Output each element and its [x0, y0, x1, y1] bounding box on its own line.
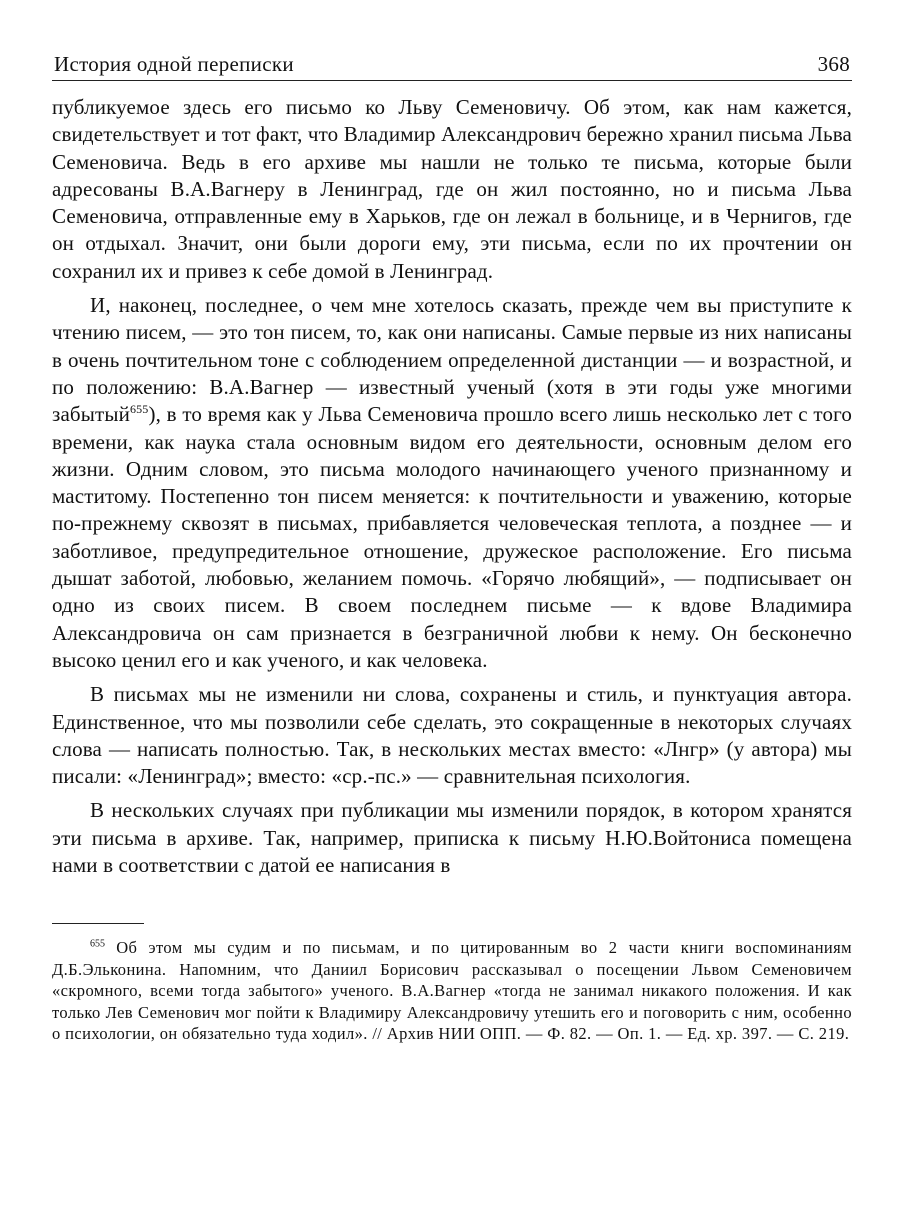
paragraph-4: В нескольких случаях при публикации мы изменили порядок, в котором хранятся эти письма в архиве. Так, например, приписка к письму Н.Ю.Войтониса помещена нами в соответствии с датой ее написания в [52, 798, 852, 878]
running-header [52, 50, 852, 81]
footnote-reference[interactable]: 655 [130, 402, 149, 417]
paragraph-1: публикуемое здесь его письмо ко Льву Семеновичу. Об этом, как нам кажется, свидетельствует и тот факт, что Владимир Александрович бережно хранил письма Льва Семеновича. Ведь в его архиве мы нашли не только те письма, которые были адресованы В.А.Вагнеру в Ленинград, где он жил постоянно, но и письма Льва Семеновича, отправленные ему в Харьков, где он лежал в больнице, и в Чернигов, где он отдыхал. Значит, они были дороги ему, эти письма, если по их прочтении он сохранил их и привез к себе домой в Ленинград. [52, 95, 852, 283]
paragraph-2-start: И, наконец, последнее, о чем мне хотелось сказать, прежде чем вы приступите к чтению писем, — это тон писем, то, как они написаны. Самые первые из них написаны в очень почтительном тоне с соблюдением определенной дистанции — и возрастной, и по положению: В.А.Вагнер — известный ученый (хотя в эти годы уже многими забытый [52, 293, 852, 427]
footnote [52, 937, 852, 1044]
book-page [52, 50, 852, 1044]
running-title: История одной переписки [54, 52, 294, 76]
footnote-text: Об этом мы судим и по письмам, и по цитированным во 2 части книги воспоминаниям Д.Б.Эльконина. Напомним, что Даниил Борисович рассказывал о посещении Львом Семеновичем «скромного, всеми тогда забытого» ученого. В.А.Вагнер «тогда не занимал никакого положения. И как только Лев Семенович мог пойти к Владимиру Александровичу утешить его и поговорить с ним, особенно о психологии, он обязательно туда ходил». // Архив НИИ ОПП. — Ф. 82. — Оп. 1. — Ед. хр. 397. — С. 219. [52, 938, 852, 1043]
paragraph-3: В письмах мы не изменили ни слова, сохранены и стиль, и пунктуация автора. Единственное, что мы позволили себе сделать, это сокращенные в некоторых случаях слова — написать полностью. Так, в нескольких местах вместо: «Лнгр» (у автора) мы писали: «Ленинград»; вместо: «ср.-пс.» — сравнительная психология. [52, 682, 852, 789]
paragraph-2 [52, 292, 852, 674]
footnote-separator [52, 923, 144, 924]
paragraph-2-end: ), в то время как у Льва Семеновича прошло всего лишь несколько лет с того времени, как наука стала основным видом его деятельности, основным делом его жизни. Одним словом, это письма молодого начинающего ученого признанному и маститому. Постепенно тон писем меняется: к почтительности и уважению, которые по-прежнему сквозят в письмах, прибавляется человеческая теплота, а позднее — и заботливое, предупредительное отношение, дружеское расположение. Его письма дышат заботой, любовью, желанием помочь. «Горячо любящий», — подписывает он одно из своих писем. В своем последнем письме — к вдове Владимира Александровича он сам признается в безграничной любви к нему. Он бесконечно высоко ценил его и как ученого, и как человека. [52, 402, 852, 672]
page-number: 368 [817, 52, 850, 76]
footnote-number: 655 [90, 938, 105, 950]
main-text [52, 94, 852, 879]
